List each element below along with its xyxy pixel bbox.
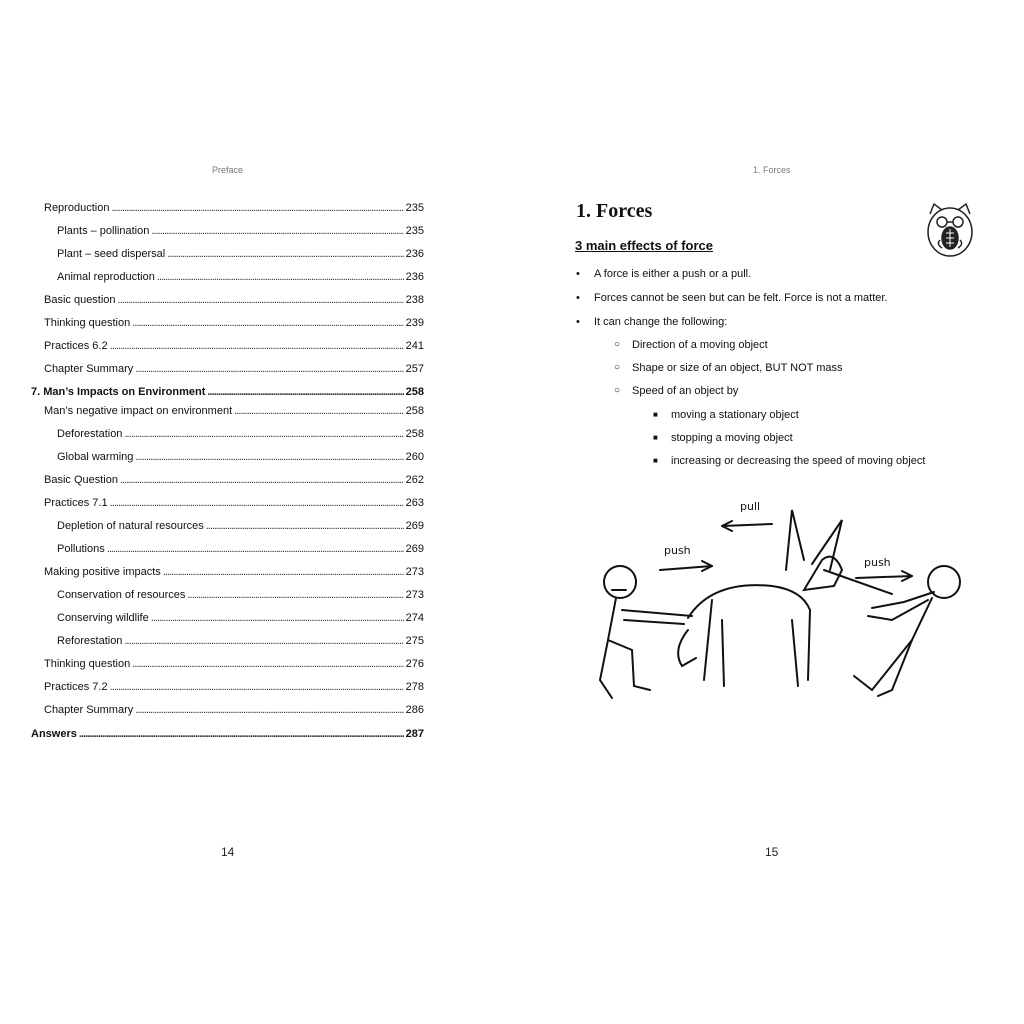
toc-entry[interactable] <box>31 726 424 742</box>
toc-leader-dots <box>206 518 404 534</box>
bullet-text: moving a stationary object <box>671 409 799 421</box>
toc-leader-dots <box>110 495 404 511</box>
toc-entry-page: 273 <box>405 566 424 578</box>
toc-entry[interactable] <box>57 518 424 534</box>
toc-entry-title: Thinking question <box>44 317 131 329</box>
toc-entry[interactable] <box>44 315 424 331</box>
toc-entry-page: 258 <box>405 386 424 398</box>
toc-leader-dots <box>124 633 403 649</box>
toc-leader-dots <box>124 426 403 442</box>
section-title: 3 main effects of force <box>575 238 713 253</box>
toc-leader-dots <box>111 200 403 216</box>
bullet-text: Shape or size of an object, BUT NOT mass <box>632 362 843 374</box>
toc-entry[interactable] <box>44 656 424 672</box>
toc-entry[interactable] <box>57 246 424 262</box>
toc-entry-page: 235 <box>405 202 424 214</box>
toc-entry-title: Reproduction <box>44 202 110 214</box>
toc-entry-page: 260 <box>405 451 424 463</box>
toc-entry-title: Practices 6.2 <box>44 340 108 352</box>
toc-entry-page: 239 <box>405 317 424 329</box>
bullet-text: stopping a moving object <box>671 432 793 444</box>
toc-entry-title: Conservation of resources <box>57 589 186 601</box>
bullet-dot-icon: • <box>576 292 580 304</box>
toc-entry[interactable] <box>44 679 424 695</box>
toc-leader-dots <box>107 541 404 557</box>
toc-entry[interactable] <box>44 403 424 419</box>
bullet-item <box>614 384 739 398</box>
toc-entry-page: 276 <box>405 658 424 670</box>
toc-entry-page: 238 <box>405 294 424 306</box>
toc-leader-dots <box>118 292 404 308</box>
toc-leader-dots <box>110 338 404 354</box>
running-head-left: Preface <box>212 165 244 175</box>
bullet-text: Forces cannot be seen but can be felt. Force is not a matter. <box>594 292 888 304</box>
toc-entry-title: Making positive impacts <box>44 566 161 578</box>
bullet-text: Direction of a moving object <box>632 339 768 351</box>
toc-entry-page: 287 <box>405 728 424 740</box>
toc-entry-title: Man’s negative impact on environment <box>44 405 233 417</box>
toc-entry-page: 241 <box>405 340 424 352</box>
toc-entry-title: Conserving wildlife <box>57 612 149 624</box>
bullet-item <box>576 291 888 305</box>
toc-entry[interactable] <box>57 633 424 649</box>
bullet-text: A force is either a push or a pull. <box>594 268 752 280</box>
bullet-square-icon: ■ <box>653 433 658 442</box>
toc-entry[interactable] <box>44 338 424 354</box>
toc-entry-title: Deforestation <box>57 428 123 440</box>
toc-entry-title: Plant – seed dispersal <box>57 248 166 260</box>
toc-leader-dots <box>151 610 404 626</box>
push-right-label: push <box>864 556 891 569</box>
bullet-circle-icon: ○ <box>614 385 621 396</box>
chapter-title: 1. Forces <box>576 200 653 222</box>
bullet-text: increasing or decreasing the speed of moving object <box>671 455 926 467</box>
toc-entry-page: 235 <box>405 225 424 237</box>
toc-entry-title: Practices 7.1 <box>44 497 108 509</box>
toc-entry-title: Global warming <box>57 451 134 463</box>
toc-entry-title: Depletion of natural resources <box>57 520 204 532</box>
toc-entry-title: Reforestation <box>57 635 123 647</box>
toc-entry[interactable] <box>57 449 424 465</box>
toc-entry[interactable] <box>57 426 424 442</box>
bullet-square-icon: ■ <box>653 410 658 419</box>
bullet-text: Speed of an object by <box>632 385 739 397</box>
toc-entry-page: 275 <box>405 635 424 647</box>
bullet-text: It can change the following: <box>594 316 728 328</box>
toc-leader-dots <box>135 702 403 718</box>
page-number-left: 14 <box>221 845 235 859</box>
toc-entry-title: Animal reproduction <box>57 271 155 283</box>
toc-leader-dots <box>120 472 404 488</box>
hamster-mascot-icon <box>920 200 980 262</box>
toc-entry-title: Plants – pollination <box>57 225 150 237</box>
toc-entry-page: 262 <box>405 474 424 486</box>
toc-entry-title: Basic Question <box>44 474 118 486</box>
toc-entry[interactable] <box>44 361 424 377</box>
bullet-item <box>614 361 843 375</box>
toc-entry-page: 273 <box>405 589 424 601</box>
toc-leader-dots <box>157 269 404 285</box>
toc-entry[interactable] <box>44 200 424 216</box>
toc-leader-dots <box>151 223 403 239</box>
running-head-right: 1. Forces <box>753 165 791 175</box>
toc-entry[interactable] <box>31 384 424 400</box>
toc-entry-title: Answers <box>31 728 77 740</box>
toc-entry[interactable] <box>44 564 424 580</box>
toc-entry[interactable] <box>44 472 424 488</box>
toc-entry-page: 274 <box>405 612 424 624</box>
bullet-dot-icon: • <box>576 316 580 328</box>
toc-entry-title: Practices 7.2 <box>44 681 108 693</box>
toc-entry[interactable] <box>57 587 424 603</box>
toc-entry[interactable] <box>57 610 424 626</box>
push-left-label: push <box>664 544 691 557</box>
bullet-item <box>576 315 728 329</box>
bullet-circle-icon: ○ <box>614 362 621 373</box>
toc-entry-title: 7. Man’s Impacts on Environment <box>31 386 206 398</box>
page-number-right: 15 <box>765 845 779 859</box>
toc-entry-title: Chapter Summary <box>44 704 134 716</box>
bullet-item <box>614 338 768 352</box>
toc-entry[interactable] <box>57 541 424 557</box>
toc-entry-title: Chapter Summary <box>44 363 134 375</box>
toc-entry-page: 258 <box>405 428 424 440</box>
toc-leader-dots <box>187 587 403 603</box>
toc-entry-page: 257 <box>405 363 424 375</box>
toc-entry[interactable] <box>44 292 424 308</box>
toc-entry-title: Basic question <box>44 294 116 306</box>
toc-entry[interactable] <box>44 702 424 718</box>
bullet-dot-icon: • <box>576 268 580 280</box>
toc-entry-page: 278 <box>405 681 424 693</box>
bullet-circle-icon: ○ <box>614 339 621 350</box>
bullet-item <box>653 431 793 445</box>
toc-leader-dots <box>132 315 403 331</box>
toc-entry-page: 236 <box>405 248 424 260</box>
toc-leader-dots <box>132 656 403 672</box>
toc-leader-dots <box>234 403 404 419</box>
toc-leader-dots <box>79 726 404 742</box>
bullet-square-icon: ■ <box>653 456 658 465</box>
toc-entry-page: 258 <box>405 405 424 417</box>
toc-entry-page: 269 <box>405 543 424 555</box>
toc-entry-title: Pollutions <box>57 543 105 555</box>
toc-leader-dots <box>163 564 404 580</box>
toc-entry-page: 236 <box>405 271 424 283</box>
toc-entry[interactable] <box>44 495 424 511</box>
toc-leader-dots <box>135 449 403 465</box>
right-page <box>512 0 1024 1024</box>
toc-entry[interactable] <box>57 269 424 285</box>
pull-label: pull <box>740 500 761 513</box>
toc-entry-page: 286 <box>405 704 424 716</box>
toc-entry-page: 269 <box>405 520 424 532</box>
toc-leader-dots <box>207 384 403 400</box>
toc-leader-dots <box>135 361 403 377</box>
toc-leader-dots <box>110 679 404 695</box>
toc-leader-dots <box>167 246 403 262</box>
toc-entry-title: Thinking question <box>44 658 131 670</box>
tug-of-war-donkey-illustration <box>572 490 972 710</box>
toc-entry[interactable] <box>57 223 424 239</box>
toc-entry-page: 263 <box>405 497 424 509</box>
bullet-item <box>653 454 926 468</box>
bullet-item <box>653 408 799 422</box>
bullet-item <box>576 267 752 281</box>
